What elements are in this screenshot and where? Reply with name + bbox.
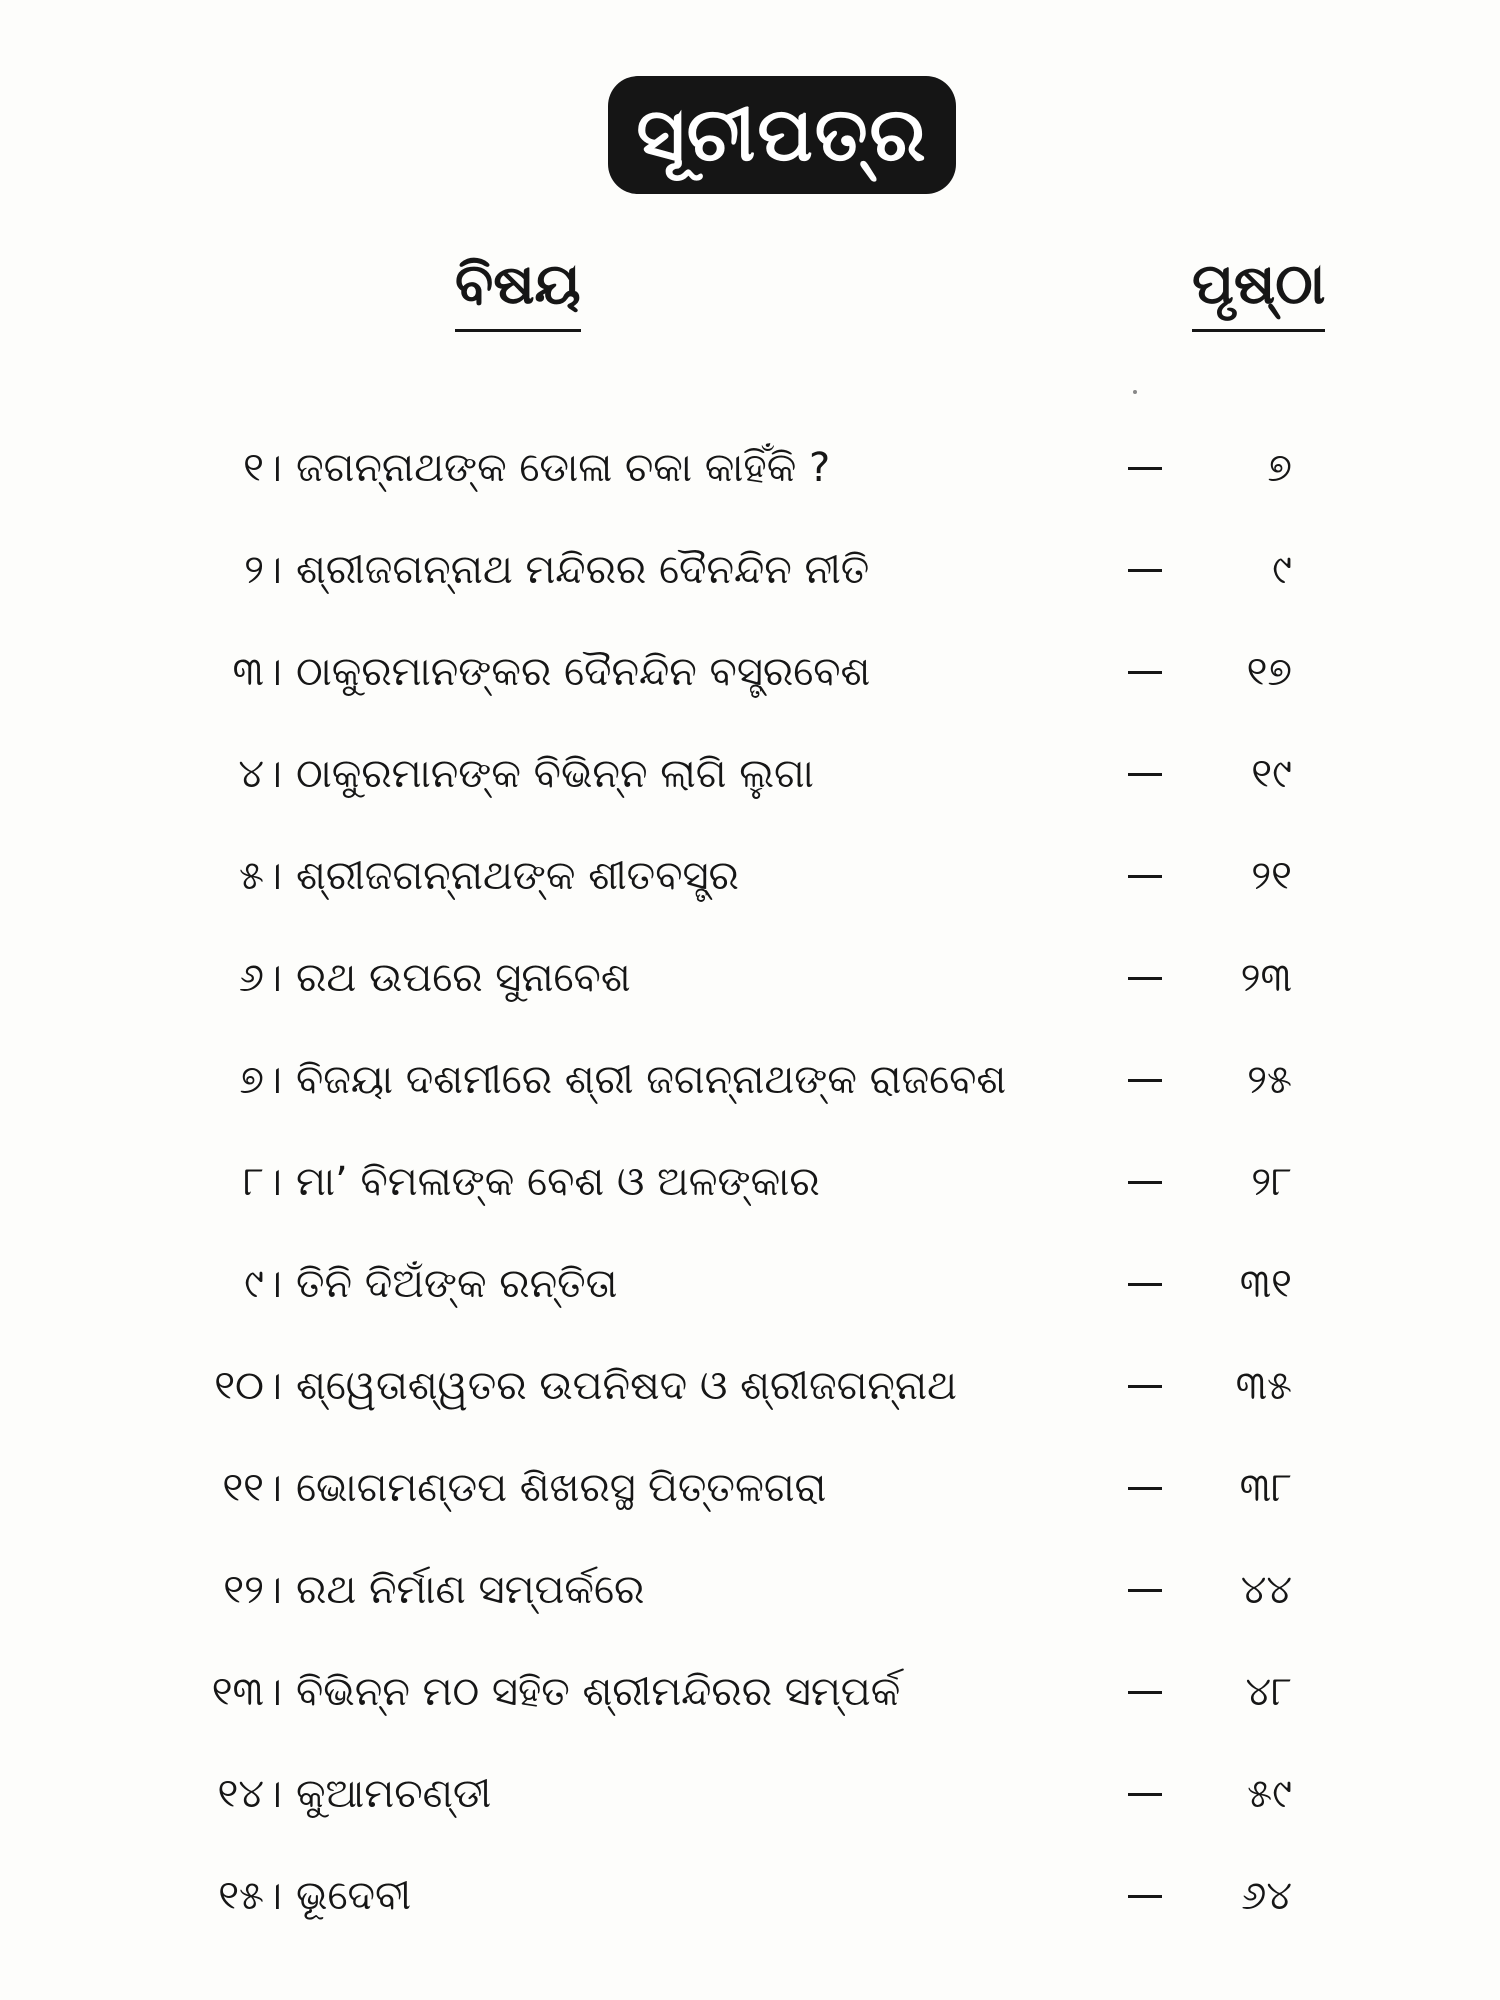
entry-page: ୧୯	[1251, 751, 1292, 797]
entry-title: ଭୋଗମଣ୍ଡପ ଶିଖରସ୍ଥ ପିତ୍ତଳଗରା	[296, 1465, 827, 1511]
entry-dash	[1128, 1691, 1162, 1694]
entry-title: ରଥ ନିର୍ମାଣ ସମ୍ପର୍କରେ	[296, 1567, 645, 1613]
entry-number: ୧୩।	[211, 1669, 282, 1715]
entry-page: ୯	[1272, 547, 1292, 593]
entry-title: ଭୂଦେବୀ	[296, 1873, 412, 1919]
entry-title: ଶ୍ରୀଜଗନ୍ନାଥ ମନ୍ଦିରର ଦୈନନ୍ଦିନ ନୀତି	[296, 547, 870, 593]
entry-title: ଶ୍ୱେତାଶ୍ୱତର ଉପନିଷଦ ଓ ଶ୍ରୀଜଗନ୍ନାଥ	[296, 1363, 957, 1409]
entry-dash	[1128, 1385, 1162, 1388]
entry-dash	[1128, 1079, 1162, 1082]
entry-number: ୩।	[232, 649, 282, 695]
list-item	[0, 642, 1500, 702]
entry-dash	[1128, 1793, 1162, 1796]
entry-title: ବିଜୟା ଦଶମୀରେ ଶ୍ରୀ ଜଗନ୍ନାଥଙ୍କ ରାଜବେଶ	[296, 1057, 1007, 1103]
entry-number: ୭।	[239, 1057, 282, 1103]
list-item	[0, 540, 1500, 600]
list-item	[0, 1866, 1500, 1926]
subject-heading-text: ବିଷୟ	[455, 252, 581, 317]
entry-page: ୫୯	[1247, 1771, 1292, 1817]
entry-number: ୨।	[244, 547, 282, 593]
entry-title: ଠାକୁରମାନଙ୍କର ଦୈନନ୍ଦିନ ବସ୍ତ୍ରବେଶ	[296, 649, 871, 695]
entry-number: ୧୨।	[223, 1567, 282, 1613]
entry-dash	[1128, 671, 1162, 674]
entry-page: ୩୧	[1239, 1261, 1292, 1307]
entry-dash	[1128, 569, 1162, 572]
entry-page: ୨୩	[1240, 955, 1292, 1001]
page-title: ସୂଚୀପତ୍ର	[636, 91, 928, 178]
entry-number: ୧।	[243, 445, 282, 491]
entry-page: ୬୪	[1241, 1873, 1292, 1919]
entry-page: ୨୫	[1247, 1057, 1292, 1103]
entry-title: ବିଭିନ୍ନ ମଠ ସହିତ ଶ୍ରୀମନ୍ଦିରର ସମ୍ପର୍କ	[296, 1669, 901, 1715]
entry-page: ୪୪	[1240, 1567, 1292, 1613]
entry-title: ରଥ ଉପରେ ସୁନାବେଶ	[296, 955, 631, 1001]
entry-number: ୫।	[239, 853, 282, 899]
entry-title: ମା’ ବିମଳାଙ୍କ ବେଶ ଓ ଅଳଙ୍କାର	[296, 1159, 820, 1205]
list-item	[0, 948, 1500, 1008]
entry-dash	[1128, 977, 1162, 980]
entry-dash	[1128, 1895, 1162, 1898]
list-item	[0, 846, 1500, 906]
entry-dash	[1128, 1589, 1162, 1592]
entry-title: କୁଆମଚଣ୍ଡୀ	[296, 1771, 492, 1817]
entry-number: ୧୧।	[222, 1465, 282, 1511]
list-item	[0, 1764, 1500, 1824]
list-item	[0, 1152, 1500, 1212]
entry-page: ୩୮	[1239, 1465, 1292, 1511]
list-item	[0, 744, 1500, 804]
entry-number: ୧୪।	[217, 1771, 282, 1817]
entry-page: ୪୮	[1245, 1669, 1292, 1715]
entry-title: ଠାକୁରମାନଙ୍କ ବିଭିନ୍ନ ଲାଗି ଲୁଗା	[296, 751, 814, 797]
list-item	[0, 1050, 1500, 1110]
entry-number: ୮।	[243, 1159, 282, 1205]
entry-page: ୩୫	[1235, 1363, 1292, 1409]
entry-dash	[1128, 467, 1162, 470]
entry-dash	[1128, 1283, 1162, 1286]
entry-number: ୪।	[238, 751, 282, 797]
list-item	[0, 1254, 1500, 1314]
entry-number: ୬।	[238, 955, 282, 1001]
list-item	[0, 1458, 1500, 1518]
entry-dash	[1128, 773, 1162, 776]
entry-page: ୭	[1267, 445, 1292, 491]
entry-page: ୧୭	[1246, 649, 1292, 695]
list-item	[0, 1662, 1500, 1722]
list-item	[0, 438, 1500, 498]
entry-number: ୯।	[244, 1261, 282, 1307]
entry-title: ଶ୍ରୀଜଗନ୍ନାଥଙ୍କ ଶୀତବସ୍ତ୍ର	[296, 853, 739, 899]
entry-dash	[1128, 1181, 1162, 1184]
list-item	[0, 1560, 1500, 1620]
list-item	[0, 1356, 1500, 1416]
entry-page: ୨୮	[1251, 1159, 1292, 1205]
entry-title: ତିନି ଦିଅଁଙ୍କ ରନ୍ତିତା	[296, 1261, 618, 1307]
entry-number: ୧୫।	[218, 1873, 282, 1919]
entry-title: ଜଗନ୍ନାଥଙ୍କ ଡୋଳା ଚକା କାହିଁକି ?	[296, 445, 831, 491]
entry-dash	[1128, 875, 1162, 878]
entry-page: ୨୧	[1251, 853, 1292, 899]
page-heading-text: ପୃଷ୍ଠା	[1192, 252, 1326, 317]
entry-number: ୧୦।	[214, 1363, 282, 1409]
entry-dash	[1128, 1487, 1162, 1490]
